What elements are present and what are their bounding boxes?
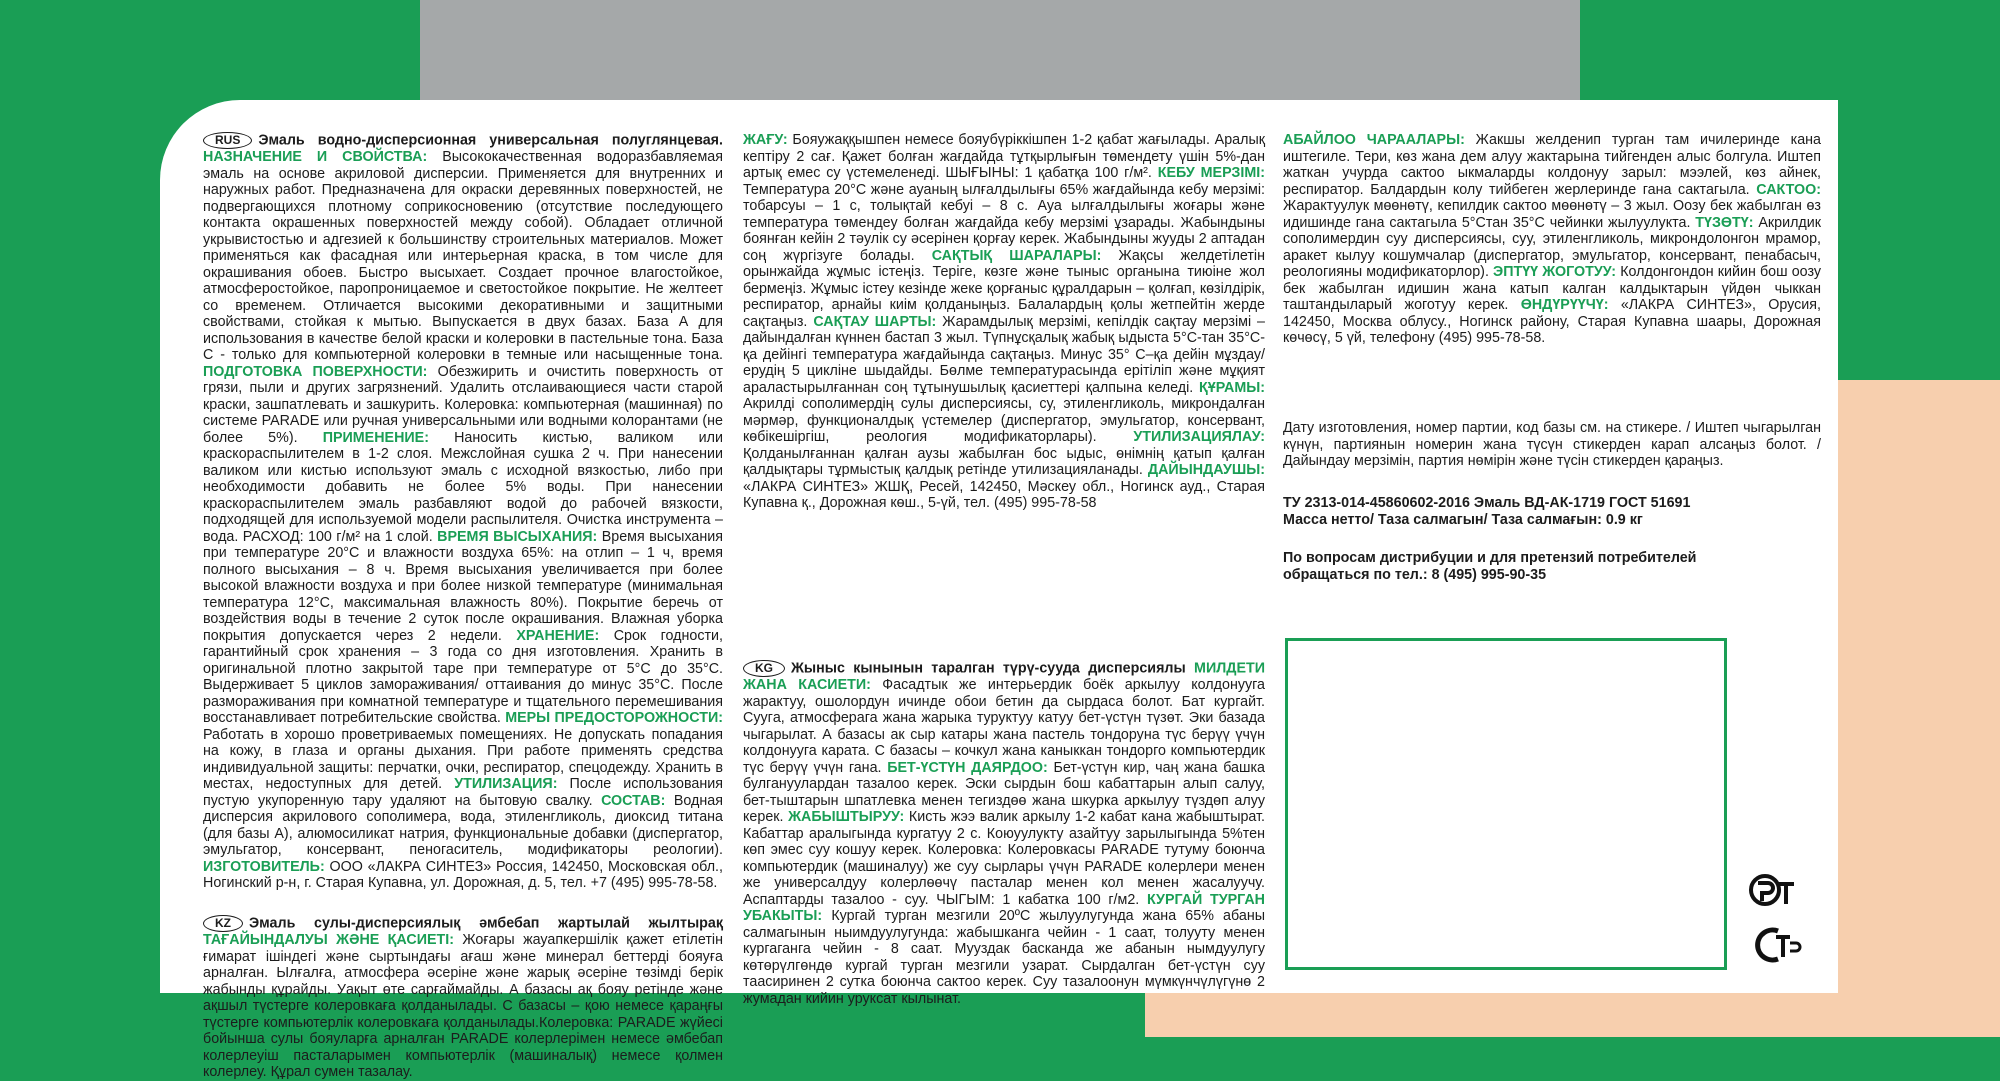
kg-lead: Жыныс кынынын таралган түрү-сууда дисперсиялы — [791, 660, 1195, 677]
kz-badge: KZ — [203, 915, 243, 932]
rus-util-text: После использования пустую укупоренную тару удаляют на бытовую свалку. — [203, 776, 723, 809]
kg-maker-text: «ЛАКРА СИНТЕЗ», Орусия, 142450, Москва облусу., Ногинск району, Старая Купавна шаары, Дорожная көчөсү, 5 үй, телефону (495) 995-78-58. — [1283, 297, 1821, 346]
kg-prep-heading: БЕТ-ҮСТҮН ДАЯРДОО: — [887, 759, 1054, 776]
kz-comp-text: Акрилді сополимердің сулы дисперсиясы, су, этиленгликоль, микрондалған мәрмәр, функционалдық үстемелер (диспергатор, эмульгатор, консервант, көбікешіргіш, реология модификаторлары). — [743, 396, 1265, 445]
kz-safety-text: Жақсы желдетілетін орынжайда жұмыс істеңіз. Теріге, көзге және тыныс органына тиюіне жол бермеңіз. Жұмыс істеу кезінде жеке қорғаныс құралдарын – қолғап, көзілдірік, респиратор, арнайы киім қолданыңыз. Балалардың қолы жетпейтін жерде сақтаңыз. — [743, 247, 1266, 330]
kg-purpose-text: Фасадтык же интерьердик боёк аркылуу колдонууга жарактуу, ошолордун ичинде обои бетин да сырдаса болот. Бат кургайт. Суугa, атмосферага жана жарыка туруктуу катуу бет-үстүн түзөт. Эки базада чыгарылат. А базасы ак сыр катары жана пастель тондоруна түс берүү үчүн колдонууга карата. С базасы – кочкул жана каныккан тондорго компьютердик түс берүү үчүн гана. — [743, 677, 1265, 776]
kz-store-text: Жарамдылық мерзімі, кепілдік сақтау мерзімі – дайындалған күннен бастап 3 жыл. Түпнұсқалық жабық ыдыста 5°С-тан 35°С-қа дейінгі температура жағдайында сақтаңыз. Минус 35° С–қа дейін мұздау/ерудің 5 цикліне шыдайды. Бөлме температурасында ерітіліп және мұқият араластырылғаннан соң тұтынушылық қасиеттері қалпына келеді. — [743, 313, 1265, 396]
kg-store-heading: САКТОО: — [1756, 181, 1821, 198]
kz-apply-text: Бояужаққышпен немесе бояубүріккішпен 1-2 қабат жағылады. Аралық кептіру 2 сағ. Қажет болған жағдайда тұтқырлығын төмендету үшін 5%-дан артық емес су үстемеленеді. ШЫҒЫНЫ: 1 қабатқа 100 г/м². — [743, 132, 1265, 181]
kg-store-text: Жарактуулук мөөнөтү, кепилдик сактоо мөөнөтү – 3 жыл. Оозу бек жабылган өз идишинде гана сактагыла 5°Стан 35°С чейинки жылуулукта. — [1283, 198, 1821, 231]
spec-line: ТУ 2313-014-45860602-2016 Эмаль ВД-АК-1719 ГОСТ 51691 — [1283, 495, 1691, 511]
kg-badge: KG — [743, 660, 785, 677]
kz-util-heading: УТИЛИЗАЦИЯЛАУ: — [1133, 429, 1265, 445]
rus-dry-heading: ВРЕМЯ ВЫСЫХАНИЯ: — [437, 528, 602, 545]
rus-prep-heading: ПОДГОТОВКА ПОВЕРХНОСТИ: — [203, 363, 438, 380]
kz-purpose-heading: ТАҒАЙЫНДАЛУЫ ЖӘНЕ ҚАСИЕТІ: — [203, 932, 463, 948]
kg-util-text: Колдонгондон кийин бош оозу бек жабылган идишин жана катып калган калдыктарын үйдөн чыккан таштандыларый жоготуу керек. — [1283, 264, 1822, 313]
rus-purpose-text: Высококачественная водоразбавляемая эмаль на основе акриловой дисперсии. Применяется для внутренних и наружных работ. Предназначена для окраски деревянных поверхностей, не подвергающихся плотному соприкосновению (отсутствие последующего контакта окрашенных поверхностей между собой). Обладает отличной укрывистостью и адгезией к большинству строительных материалов. Может применяться как фасадная или интерьерная краска, в том числе для окрашивания обоев. Быстро высыхает. Создает прочное влагостойкое, атмосферостойкое, паропроницаемое и светостойкое покрытие. Не желтеет со временем. Отличается высокими декоративными и защитными свойствами, стойкая к мытью. Выпускается в двух базах. База А для использования в качестве белой краски и колеровки в пастельные тона. База С - только для компьютерной колеровки в темные или насыщенные тона. — [203, 149, 723, 363]
kg-purpose-heading: МИЛДЕТИ ЖАНА КАСИЕТИ: — [743, 660, 1265, 693]
kz-dry-heading: КЕБУ МЕРЗІМІ: — [1157, 165, 1265, 181]
background-peach-right — [1838, 380, 2000, 1037]
sticker-box — [1285, 638, 1727, 970]
rus-badge: RUS — [203, 132, 252, 149]
kz-comp-heading: ҚҰРАМЫ: — [1199, 379, 1265, 396]
spec-block — [1283, 495, 1821, 535]
kz-maker-text: «ЛАКРА СИНТЕЗ» ЖШҚ, Ресей, 142450, Мәскеу обл., Ногинск ауд., Старая Купавна қ., Дорожная көш., 5-үй, тел. (495) 995-78-58 — [743, 478, 1265, 511]
date-note — [1283, 420, 1821, 478]
contact-line-2: обращаться по тел.: 8 (495) 995-90-35 — [1283, 566, 1547, 583]
kz-section-continued — [743, 132, 1265, 652]
kg-safety-heading: АБАЙЛОО ЧАРААЛАРЫ: — [1283, 132, 1476, 148]
kg-prep-text: Бет-үстүн кир, чаң жана башка булгануулардан тазалоо керек. Эски сырдын бош кабаттарын алып салуу, бет-тыштарын шпатлевка менен тегиздөө жана шкурка аркылуу түздөп алуу керек. — [743, 759, 1265, 825]
kg-util-heading: ЭПТҮҮ ЖОГОТУУ: — [1493, 264, 1621, 280]
date-note-text: Дату изготовления, номер партии, код базы см. на стикере. / Иштеп чыгарылган күнүн, партиянын номерин жана түсүн стикерден карап алсаңыз болот. / Дайындау мерзімін, партия нөмірін және түсін стикерден қараңыз. — [1283, 420, 1821, 469]
kg-comp-text: Акрилдик сополимердин суу дисперсиясы, суу, этиленгликоль, микрондолонгон мрамор, аракет кылуу кошумчалар (диспергатор, эмульгатор, консервант, пенабасыч, реологияны модификаторлор). — [1283, 214, 1821, 280]
kg-maker-heading: ӨНДҮРҮҮЧҮ: — [1520, 297, 1621, 313]
kg-section-continued — [1283, 132, 1821, 432]
kz-apply-heading: ЖАҒУ: — [743, 132, 793, 148]
kz-store-heading: САҚТАУ ШАРТЫ: — [813, 313, 943, 330]
rus-maker-heading: ИЗГОТОВИТЕЛЬ: — [203, 858, 330, 875]
rus-use-text: Наносить кистью, валиком или краскораспылителем в 1-2 слоя. Межслойная сушка 2 ч. При нанесении валиком или кистью используют эмаль с исходной вязкостью, либо при необходимости добавить не более 5% воды. При нанесении краскораспылителем эмаль разбавляют водой до рабочей вязкости, подходящей для используемой модели распылителя. Очистка инструмента – вода. РАСХОД: 100 г/м² на 1 слой. — [203, 429, 723, 545]
kz-maker-heading: ДАЙЫНДАУШЫ: — [1147, 462, 1265, 478]
rus-lead: Эмаль водно-дисперсионная универсальная полуглянцевая. — [258, 132, 723, 149]
rst-certification-icon — [1748, 870, 1798, 910]
rus-prep-text: Обезжирить и очистить поверхность от грязи, пыли и других загрязнений. Удалить отслаивающиеся части старой краски, зашпатлевать и зашкурить. Колеровка: компьютерная (машинная) по системе PARADE или ручная универсальными или водными колорантами (не более 5%). — [203, 363, 723, 446]
rus-section — [203, 132, 724, 891]
rus-comp-text: Водная дисперсия акрилового сополимера, вода, этиленгликоль, диоксид титана (для базы А), алюмосиликат натрия, функциональные добавки (диспергатор, эмульгатор, консервант, пеногаситель, модификаторы реологии). — [203, 792, 723, 858]
kg-dry-text: Кургай турган мезгили 20ºС жылуулугунда жана 65% абаны салмагынын ныимдуулугунда: жабышканга чейин - 1 саат, толууту менен кургаганга чейин - 8 саат. Мууздак басканда же абанын нымдуулугу көтөрүлгөндө кургай турган мезгили узарат. Сырдалган бет-үстүн суу таасиринен 2 сутка боюнча сактоо керек. Суу тазалоонун мүмкүнчүлүгүнө 2 жумадан кийин уруксат кылынат. — [743, 908, 1265, 1007]
contact-line-1: По вопросам дистрибуции и для претензий потребителей — [1283, 550, 1697, 566]
kg-comp-heading: ТҮЗӨТҮ: — [1695, 214, 1759, 231]
rus-util-heading: УТИЛИЗАЦИЯ: — [454, 776, 570, 792]
kg-safety-text: Жакшы желденип турган там ичилеринде кана иштегиле. Тери, көз жана дем алуу жактарына тийгенден алыс болгула. Иштеп жаткан учурда сактоо ыкмаларды колдонуу зарыл: мээлей, көз айнек, респиратор. Балдардын колу тийбеген жерлеринде гана сактагыла. — [1283, 132, 1821, 198]
rus-store-heading: ХРАНЕНИЕ: — [516, 627, 614, 644]
tr-certification-icon — [1752, 925, 1802, 965]
kg-apply-heading: ЖАБЫШТЫРУУ: — [788, 809, 909, 825]
rus-maker-text: ООО «ЛАКРА СИНТЕЗ» Россия, 142450, Московская обл., Ногинский р-н, г. Старая Купавна, ул. Дорожная, д. 5, тел. +7 (495) 995-78-58. — [203, 858, 723, 891]
background-gray-band — [420, 0, 1580, 112]
kz-safety-heading: САҚТЫҚ ШАРАЛАРЫ: — [931, 247, 1119, 264]
rus-safety-text: Работать в хорошо проветриваемых помещениях. Не допускать попадания на кожу, в глаза и органы дыхания. При работе применять средства индивидуальной защиты: перчатки, очки, респиратор, спецодежду. Хранить в местах, недоступных для детей. — [203, 726, 723, 792]
rus-store-text: Срок годности, гарантийный срок хранения – 3 года со дня изготовления. Хранить в оригинальной плотно закрытой таре при температуре от 5°С до 35°С. Выдерживает 5 циклов замораживания/ оттаивания до минус 35°С. После размораживания при комнатной температуре и тщательного перемешивания восстанавливает потребительские свойства. — [203, 627, 724, 726]
kg-dry-heading: КУРГАЙ ТУРГАН УБАКЫТЫ: — [743, 891, 1265, 924]
rus-dry-text: Время высыхания при температуре 20°С и влажности воздуха 65%: на отлип – 1 ч, время полного высыхания – 8 ч. Время высыхания увеличивается при более высокой влажности воздуха и при более низкой температуре (минимальная температура 12°С, максимальная влажность 80%). Покрытие беречь от воздействия воды в течение 2 суток после окрашивания. Влажная уборка покрытия допускается через 2 недели. — [203, 528, 724, 644]
rus-use-heading: ПРИМЕНЕНИЕ: — [322, 429, 455, 446]
rus-purpose-heading: НАЗНАЧЕНИЕ И СВОЙСТВА: — [203, 149, 443, 165]
kz-section-start — [203, 915, 723, 1080]
rus-safety-heading: МЕРЫ ПРЕДОСТОРОЖНОСТИ: — [505, 710, 723, 726]
contact-block — [1283, 550, 1821, 590]
kz-dry-text: Температура 20°С және ауаның ылғалдылығы 65% жағдайында кебу мерзімі: тобарсуы – 1 с, толықтай кебуі – 8 с. Ауа ылғалдылығы жоғары және температура төмендеу болған жағдайда кебу мерзімі ұзарады. Жабындыны боянған кейін 2 тәулік су әсерінен қорғау керек. Жабындыны жууды 2 аптадан соң жүргізуге болады. — [743, 181, 1265, 264]
kz-lead: Эмаль сулы-дисперсиялық әмбебап жартылай жылтырақ — [249, 915, 723, 932]
kg-section-start — [743, 660, 1265, 1007]
kz-purpose-text: Жоғары жауапкершілік қажет етілетін ғимарат ішіндегі және сыртындағы ағаш және минерал беттерді бояуға арналған. Ылғалға, атмосфера әсеріне және жарық әсеріне төзімді берік жабынды құрайды. Уақыт өте сарғаймайды. А базасы ақ бояу ретінде және ақшыл түстерге колеровкаға қолданылады. С базасы – қою немесе қараңғы түстерге компьютерлік колеровкаға қолданылады.Колеровка: PARADE жүйесі бойынша сулы бояуларға арналған PARADE колерлерімен немесе әмбебап колерлеуіш пасталарымен компьютерлік (машиналық) немесе қолмен колерлеу. Құрал сумен тазалау. — [203, 932, 723, 1080]
kz-util-text: Қолданылғаннан қалған аузы жабылған бос ыдыс, өнімнің қатып қалған қалдықтары тұрмыстық қалдық ретінде утилизацияланады. — [743, 445, 1265, 478]
kg-apply-text: Кисть жээ валик аркылу 1-2 кабат кана жабыштырат. Кабаттар аралыгында кургатуу 2 с. Коюуулукту азайтуу зарылыгында 5%тен көп эмес суу кошуу керек. Колеровка: Колеровкасы PARADE тутуму боюнча компьютердик (машиналуу) же суу сырлары үчүн PARADE колерлери менен же универсалдуу колерлөөчү пасталар менен кол менен жасалуучу. Аспаптарды тазалоо - суу. ЧЫГЫМ: 1 кабатка 100 г/м2. — [743, 809, 1265, 908]
rus-comp-heading: СОСТАВ: — [601, 792, 674, 809]
mass-line: Масса нетто/ Таза салмагын/ Таза салмағын: 0.9 кг — [1283, 511, 1643, 528]
